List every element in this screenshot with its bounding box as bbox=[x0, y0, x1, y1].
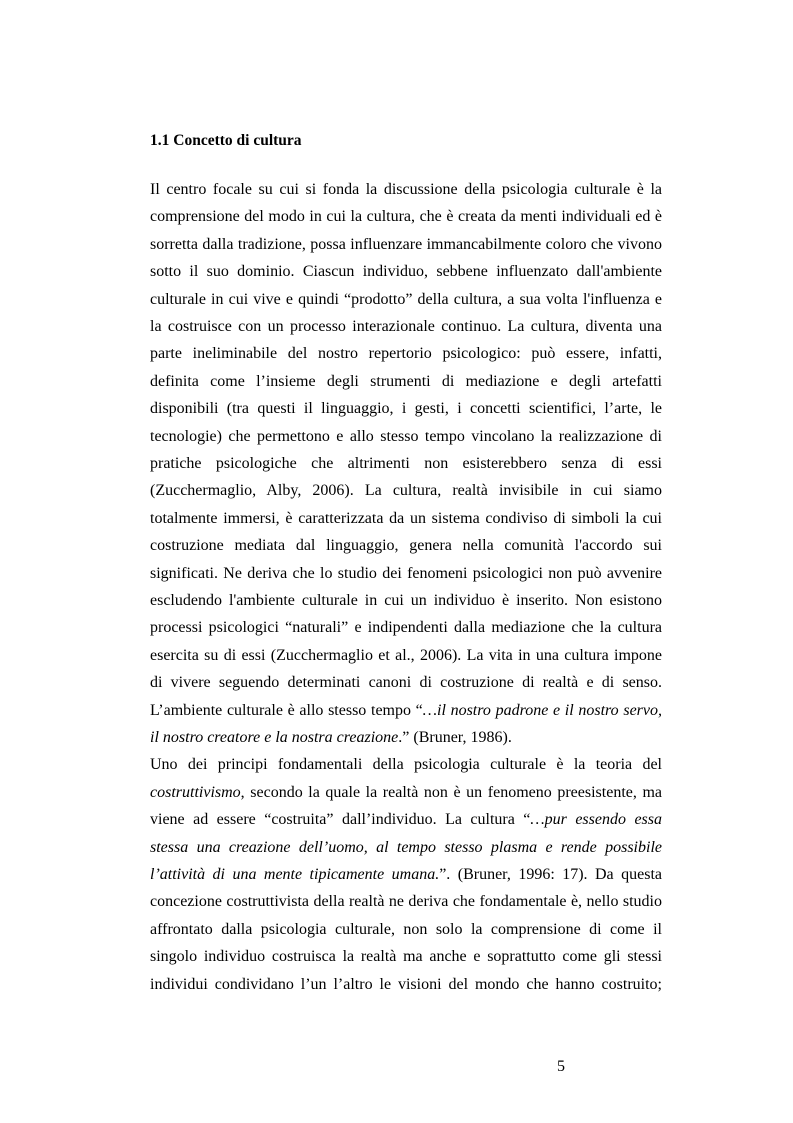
text-line bbox=[150, 564, 662, 584]
text-run: di vivere seguendo determinati canoni di costruzione di realtà e di senso. bbox=[150, 674, 662, 692]
text-line bbox=[150, 920, 662, 940]
text-run: definita come l’insieme degli strumenti di mediazione e degli artefatti bbox=[150, 372, 662, 390]
text-line bbox=[150, 673, 662, 693]
text-line bbox=[150, 810, 662, 830]
text-run: ”. (Bruner, 1996: 17). Da questa bbox=[439, 866, 662, 883]
text-line bbox=[150, 865, 662, 885]
text-line bbox=[150, 755, 662, 775]
text-run: costruzione mediata dal linguaggio, genera nella comunità l'accordo sui bbox=[150, 537, 662, 555]
text-line bbox=[150, 180, 662, 200]
text-line bbox=[150, 235, 662, 255]
text-run: escludendo l'ambiente culturale in cui un individuo è inserito. Non esistono bbox=[150, 592, 662, 609]
italic-text: l’attività di una mente tipicamente umana. bbox=[150, 866, 440, 883]
text-line bbox=[150, 975, 662, 995]
text-run: significati. Ne deriva che lo studio dei fenomeni psicologici non può avvenire bbox=[150, 564, 662, 582]
text-run: singolo individuo costruisca la realtà ma anche e soprattutto come gli stessi bbox=[150, 948, 662, 966]
text-run: sorretta dalla tradizione, possa influenzare immancabilmente coloro che vivono bbox=[150, 235, 662, 253]
text-run: affrontato dalla psicologia culturale, non solo la comprensione di come il bbox=[150, 920, 662, 938]
text-line bbox=[150, 536, 662, 556]
text-line bbox=[150, 591, 662, 611]
text-run: viene ad essere “costruita” dall’individuo. La cultura “ bbox=[150, 811, 531, 829]
text-line bbox=[150, 344, 662, 364]
italic-text: stessa una creazione dell’uomo, al tempo stesso plasma e rende possibile bbox=[150, 838, 662, 856]
text-run: Uno dei principi fondamentali della psicologia culturale è la teoria del bbox=[150, 756, 662, 774]
text-line bbox=[150, 947, 662, 967]
text-line bbox=[150, 509, 662, 529]
text-line bbox=[150, 262, 662, 282]
text-line bbox=[150, 207, 662, 227]
text-run: L’ambiente culturale è allo stesso tempo “ bbox=[150, 701, 423, 719]
italic-text: costruttivismo bbox=[150, 783, 241, 801]
text-run: disponibili (tra questi il linguaggio, i gesti, i concetti scientifici, l’arte, le bbox=[150, 400, 662, 418]
text-line bbox=[150, 317, 662, 337]
text-line bbox=[150, 372, 662, 392]
italic-text: …pur essendo essa bbox=[530, 811, 663, 829]
text-line bbox=[150, 290, 662, 310]
text-line bbox=[150, 783, 662, 803]
text-run: esercita su di essi (Zucchermaglio et al., 2006). La vita in una cultura impone bbox=[150, 646, 662, 664]
text-run: .” (Bruner, 1986). bbox=[398, 729, 512, 746]
text-line bbox=[150, 481, 662, 501]
text-run: tecnologie) che permettono e allo stesso tempo vincolano la realizzazione di bbox=[150, 427, 662, 445]
text-run: culturale in cui vive e quindi “prodotto” della cultura, a sua volta l'influenza e bbox=[150, 290, 662, 308]
text-run: sotto il suo dominio. Ciascun individuo, sebbene influenzato dall'ambiente bbox=[150, 263, 662, 281]
text-run: concezione costruttivista della realtà ne deriva che fondamentale è, nello studio bbox=[150, 893, 662, 911]
text-line bbox=[150, 728, 662, 748]
italic-text: …il nostro padrone e il nostro servo, bbox=[422, 701, 663, 719]
text-run: individui condividano l’un l’altro le visioni del mondo che hanno costruito; bbox=[150, 975, 662, 993]
text-line bbox=[150, 454, 662, 474]
page-number: 5 bbox=[557, 1058, 565, 1075]
text-run: (Zucchermaglio, Alby, 2006). La cultura, realtà invisibile in cui siamo bbox=[150, 482, 662, 500]
text-line bbox=[150, 892, 662, 912]
text-run: pratiche psicologiche che altrimenti non esisterebbero senza di essi bbox=[150, 455, 662, 472]
text-line bbox=[150, 618, 662, 638]
text-run: comprensione del modo in cui la cultura, che è creata da menti individuali ed è bbox=[150, 208, 662, 226]
section-heading: 1.1 Concetto di cultura bbox=[150, 132, 302, 149]
text-run: parte ineliminabile del nostro repertorio psicologico: può essere, infatti, bbox=[150, 345, 662, 363]
italic-text: il nostro creatore e la nostra creazione bbox=[150, 729, 399, 746]
text-line bbox=[150, 427, 662, 447]
text-run: totalmente immersi, è caratterizzata da un sistema condiviso di simboli la cui bbox=[150, 509, 662, 527]
text-line bbox=[150, 646, 662, 666]
text-run: Il centro focale su cui si fonda la discussione della psicologia culturale è la bbox=[150, 181, 662, 198]
text-run: la costruisce con un processo interazionale continuo. La cultura, diventa una bbox=[150, 318, 662, 335]
text-run: , secondo la quale la realtà non è un fenomeno preesistente, ma bbox=[240, 783, 662, 801]
text-line bbox=[150, 838, 662, 858]
text-line bbox=[150, 701, 662, 721]
text-run: processi psicologici “naturali” e indipendenti dalla mediazione che la cultura bbox=[150, 619, 662, 637]
text-line bbox=[150, 399, 662, 419]
